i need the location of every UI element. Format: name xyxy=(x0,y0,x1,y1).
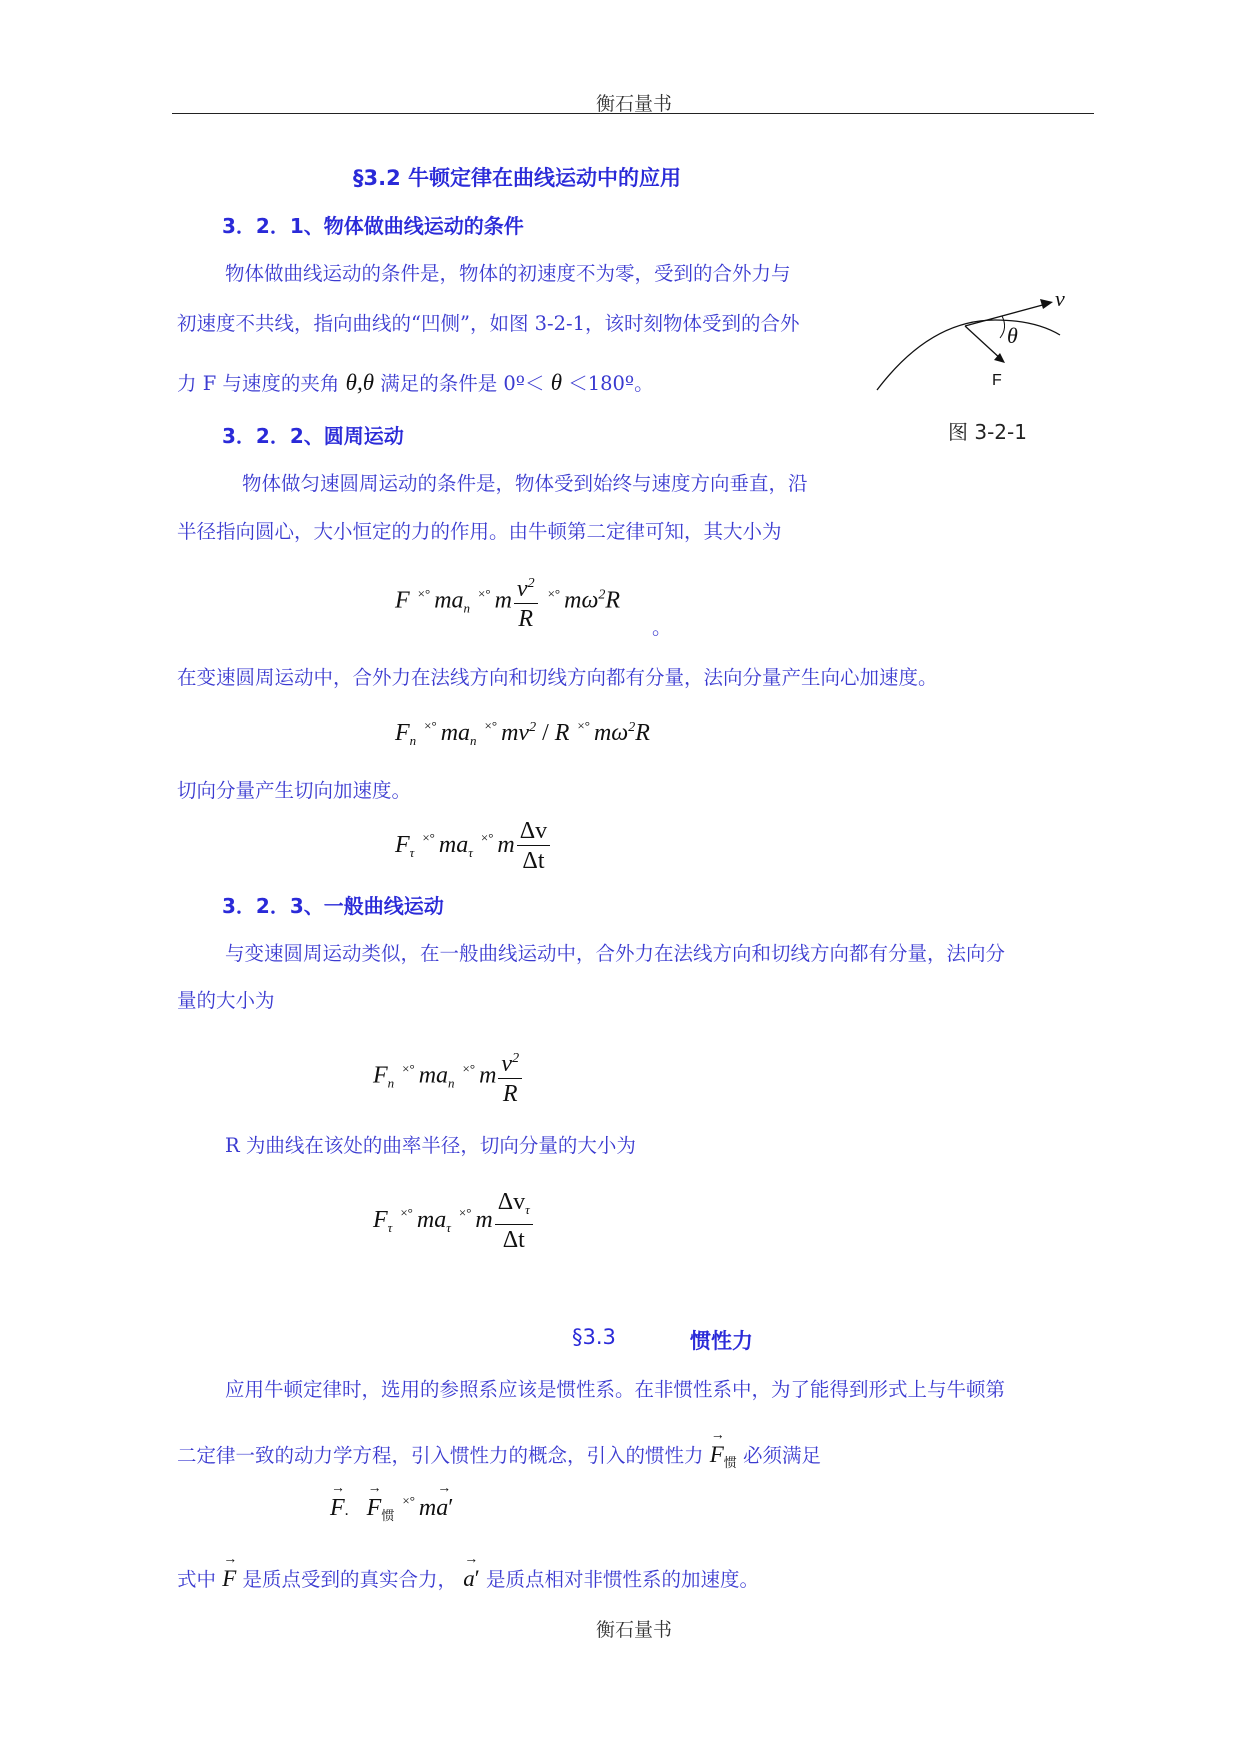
force-label: F xyxy=(992,372,1002,389)
equation-tangential-general: $F_\tau^{\times^\circ}$ $ma_\tau^{\times^\circ}$ m $\frac{\Delta v_\tau}{\Delta t}$ xyxy=(373,1188,535,1255)
equation-tangential-force: $F_\tau^{\times^\circ}$ $ma_\tau^{\times^\circ}$ m $\frac{\Delta v}{\Delta t}$ xyxy=(395,817,552,876)
acceleration-symbol: → a′ xyxy=(463,1566,480,1591)
paragraph-line: 初速度不共线，指向曲线的“凹侧”，如图 3-2-1，该时刻物体受到的合外 xyxy=(177,312,800,335)
curve-path xyxy=(877,320,1060,390)
theta-label: θ xyxy=(1007,323,1018,348)
text-run: 是质点受到的真实合力， xyxy=(242,1568,457,1591)
text-run: 式中 xyxy=(177,1568,217,1591)
paragraph-line: 物体做匀速圆周运动的条件是，物体受到始终与速度方向垂直，沿 xyxy=(242,472,808,495)
velocity-arrowhead xyxy=(1040,299,1053,309)
paragraph-line: 应用牛顿定律时，选用的参照系应该是惯性系。在非惯性系中，为了能得到形式上与牛顿第 xyxy=(225,1378,1006,1401)
paragraph-line: 在变速圆周运动中，合外力在法线方向和切线方向都有分量，法向分量产生向心加速度。 xyxy=(177,666,938,689)
paragraph-line: 物体做曲线运动的条件是，物体的初速度不为零，受到的合外力与 xyxy=(225,262,791,285)
velocity-label: v xyxy=(1055,290,1065,311)
section-title-3-3: 惯性力 xyxy=(690,1329,753,1353)
text-run: 力 F 与速度的夹角 xyxy=(177,372,340,395)
force-vector-symbol: → F xyxy=(222,1566,236,1591)
equation-centripetal: F ×° $ma_n^{\times^\circ}$ m $\frac{v^2}{R}$ ×° $m\omega^2R$ xyxy=(395,570,620,634)
equation-inertial-force: → F. → $F_惯^{\times^\circ}$ m→ a′ xyxy=(330,1493,453,1524)
section-title-3-2: §3.2 牛顿定律在曲线运动中的应用 xyxy=(353,166,682,190)
header-rule xyxy=(172,113,1094,114)
theta-symbol: θ,θ xyxy=(345,370,374,395)
paragraph-line: R 为曲线在该处的曲率半径，切向分量的大小为 xyxy=(225,1134,636,1157)
paragraph-line xyxy=(177,1440,821,1471)
paragraph-line: 切向分量产生切向加速度。 xyxy=(177,779,412,802)
paragraph-line: 量的大小为 xyxy=(177,989,275,1012)
force-arrow xyxy=(965,326,1002,360)
paragraph-line: 半径指向圆心，大小恒定的力的作用。由牛顿第二定律可知，其大小为 xyxy=(177,520,782,543)
paragraph-line xyxy=(177,368,654,396)
text-run: 是质点相对非惯性系的加速度。 xyxy=(485,1568,759,1591)
paragraph-line: 与变速圆周运动类似，在一般曲线运动中，合外力在法线方向和切线方向都有分量，法向分 xyxy=(225,942,1006,965)
equation-normal-general: $F_n^{\times^\circ}$ $ma_n^{\times^\circ}$ m $\frac{v^2}{R}$ xyxy=(373,1045,524,1109)
page-header: 衡石量书 xyxy=(596,93,673,115)
equation-normal-force: $F_n^{\times^\circ}$ $ma_n^{\times^\circ}$ $mv^2$ / R ×° $m\omega^2R$ xyxy=(395,718,650,748)
figure-caption: 图 3-2-1 xyxy=(948,420,1027,444)
paragraph-line xyxy=(177,1564,759,1592)
text-run: 满足的条件是 0º＜ xyxy=(380,372,545,395)
section-number-3-3: §3.3 xyxy=(572,1325,616,1349)
angle-arc xyxy=(1000,316,1005,338)
inertial-force-symbol: → $F_惯$ xyxy=(710,1442,737,1467)
heading-3-2-3: 3．2．3、一般曲线运动 xyxy=(222,894,444,918)
figure-3-2-1 xyxy=(870,290,1070,400)
text-run: ＜180º。 xyxy=(568,372,654,395)
heading-3-2-1: 3．2．1、物体做曲线运动的条件 xyxy=(222,214,524,238)
text-run: 必须满足 xyxy=(743,1444,822,1467)
page-footer: 衡石量书 xyxy=(596,1619,673,1641)
heading-3-2-2: 3．2．2、圆周运动 xyxy=(222,424,404,448)
equation-period: 。 xyxy=(652,616,672,639)
theta-symbol: θ xyxy=(550,370,562,395)
text-run: 二定律一致的动力学方程，引入惯性力的概念，引入的惯性力 xyxy=(177,1444,704,1467)
